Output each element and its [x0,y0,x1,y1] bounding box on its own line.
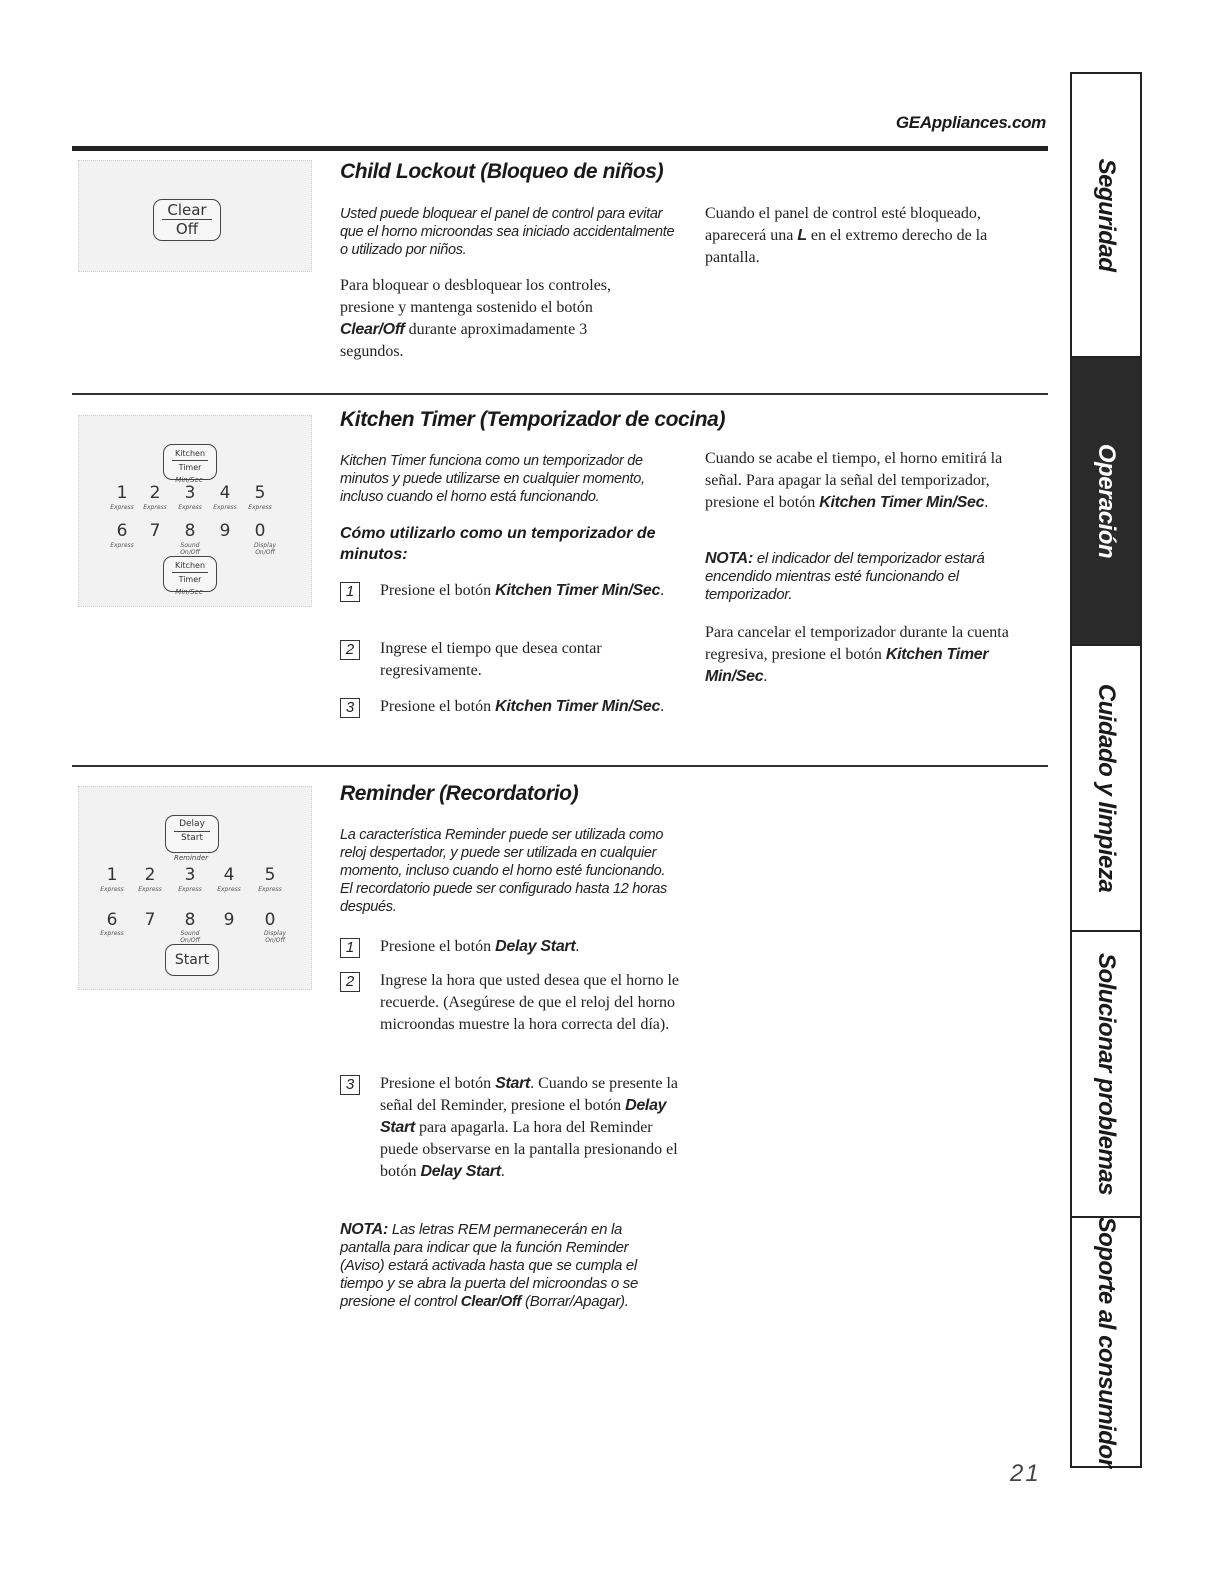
kitchen-timer-key-label: Min/Sec [175,476,203,484]
r-step-1-key: Delay Start [495,938,576,955]
digit-0: 0 [254,521,266,541]
tab-solucionar-problemas[interactable] [1072,932,1140,1218]
r-note-text: Las letras REM permanecerán en la pantalla para indicar que la función Reminder (Aviso) estará activada hasta que se cumpla el tiempo y se abra la puerta del microondas o se presione el control [340,1221,639,1310]
kitchen-timer-key-2 [163,556,217,592]
kt-note-label: NOTA: [705,550,753,567]
page-number: 21 [1010,1460,1041,1487]
header-rule [72,146,1048,151]
digit-9: 9 [219,521,231,541]
step-number-2: 2 [340,972,360,992]
digit-0-sub: Display On/Off [263,930,287,944]
kt-right2-pre: Para cancelar el temporizador durante la cuenta regresiva, presione el botón [705,624,1009,663]
digit-1-sub: Express [110,504,134,511]
digit-2-sub: Express [143,504,167,511]
reminder-title: Reminder (Recordatorio) [340,782,579,805]
child-lockout-body-pre: Para bloquear o desbloquear los controles, presione y mantenga sostenido el botón [340,277,612,316]
lock-indicator-letter: L [797,227,807,244]
digit-2-sub: Express [138,886,162,893]
kitchen-timer-key [163,444,217,480]
r3-k1: Start [495,1075,531,1092]
delay-start-key-top: Delay [179,819,205,829]
step-number-1: 1 [340,938,360,958]
start-key: Start [165,944,219,976]
delay-start-key-bottom: Start [174,831,210,845]
digit-2: 2 [149,483,161,503]
digit-6: 6 [116,521,128,541]
tab-solucionar-label: Solucionar problemas [1093,952,1120,1196]
r-note-key: Clear/Off [460,1293,522,1310]
digit-1: 1 [106,865,118,885]
section-divider [72,765,1048,767]
digit-7: 7 [149,521,161,541]
kitchen-timer-step-2 [340,638,670,682]
r3-t3: para apagarla. La hora del Reminder puede observarse en la pantalla presionando el botón [380,1119,678,1180]
step-1-post: . [660,582,665,599]
step-number-2: 2 [340,640,360,660]
digit-8-sub: Sound On/Off [180,542,200,556]
child-lockout-right-post: en el extremo derecho de la pantalla. [705,227,988,266]
r3-t2: . Cuando se presente la señal del Reminder, presione el botón [380,1075,679,1114]
step-number-1: 1 [340,582,360,602]
r3-t4: . [500,1163,505,1180]
kitchen-timer-note [705,550,1015,604]
digit-6-sub: Express [110,542,134,549]
step-3-text [380,1073,680,1183]
child-lockout-right [705,203,1005,269]
r3-t1: Presione el botón [380,1075,496,1092]
digit-5-sub: Express [258,886,282,893]
r-note-post: (Borrar/Apagar). [521,1293,629,1310]
step-number-3: 3 [340,1075,360,1095]
reminder-step-1 [340,936,680,958]
reminder-step-2 [340,970,680,1036]
digit-3-sub: Express [178,504,202,511]
digit-1-sub: Express [100,886,124,893]
step-3-pre: Presione el botón [380,698,496,715]
kt-right1-post: . [984,494,989,511]
digit-5: 5 [264,865,276,885]
child-lockout-body [340,275,640,363]
section-divider [72,393,1048,395]
tab-operacion[interactable] [1072,358,1140,646]
tab-soporte-al-consumidor[interactable] [1072,1218,1140,1466]
digit-9: 9 [223,910,235,930]
r-step-1-pre: Presione el botón [380,938,496,955]
digit-5-sub: Express [248,504,272,511]
step-1-text [380,580,670,602]
r-note-label: NOTA: [340,1221,388,1238]
digit-3: 3 [184,483,196,503]
kitchen-timer-key-bottom: Timer [172,460,208,474]
kitchen-timer-key-2-label: Min/Sec [175,588,203,596]
tab-cuidado-y-limpieza[interactable] [1072,646,1140,932]
digit-7: 7 [144,910,156,930]
digit-0-sub: Display On/Off [253,542,277,556]
tab-cuidado-label: Cuidado y limpieza [1093,683,1120,893]
digit-8: 8 [184,521,196,541]
r3-k2: Delay Start [380,1097,667,1136]
clear-off-key-bottom: Off [175,220,199,238]
clear-off-key-top: Clear [162,201,212,220]
digit-4-sub: Express [217,886,241,893]
child-lockout-keypad-illustration [78,160,312,272]
delay-start-key [165,815,219,853]
kitchen-timer-title: Kitchen Timer (Temporizador de cocina) [340,408,726,431]
kt-right2-key: Kitchen Timer Min/Sec [705,646,989,685]
tab-soporte-label: Soporte al consumidor [1093,1216,1120,1468]
digit-6: 6 [106,910,118,930]
step-1-text [380,936,680,958]
r3-k3: Delay Start [420,1163,501,1180]
tab-operacion-label: Operación [1093,443,1120,559]
section-tabs [1070,72,1142,1468]
digit-4: 4 [219,483,231,503]
kitchen-timer-step-3 [340,696,670,718]
digit-4-sub: Express [213,504,237,511]
step-number-3: 3 [340,698,360,718]
clear-off-ref: Clear/Off [340,321,405,338]
kitchen-timer-key-2-bottom: Timer [172,572,208,586]
step-3-post: . [660,698,665,715]
digit-0: 0 [264,910,276,930]
site-url: GEAppliances.com [895,113,1046,132]
tab-seguridad[interactable] [1072,74,1140,358]
kitchen-timer-key-2-top: Kitchen [174,561,206,570]
kt-note-text: el indicador del temporizador estará encendido mientras esté funcionando el temporizador. [705,550,985,603]
digit-6-sub: Express [100,930,124,937]
kitchen-timer-right-1 [705,448,1015,514]
digit-8-sub: Sound On/Off [180,930,200,944]
step-2-text: Ingrese el tiempo que desea contar regresivamente. [380,640,602,679]
kitchen-timer-lead: Kitchen Timer funciona como un temporizador de minutos y puede utilizarse en cualquier momento, incluso cuando el horno está funcionando. [340,453,645,505]
kitchen-timer-subhead: Cómo utilizarlo como un temporizador de minutos: [340,525,656,563]
digit-1: 1 [116,483,128,503]
kitchen-timer-key-top: Kitchen [174,449,206,458]
kitchen-timer-keypad-illustration [78,415,312,607]
kt-right2-post: . [763,668,768,685]
digit-4: 4 [223,865,235,885]
kitchen-timer-step-1 [340,580,670,602]
kt-right1-pre: Cuando se acabe el tiempo, el horno emitirá la señal. Para apagar la señal del temporizador, presione el botón [705,450,1003,511]
digit-2: 2 [144,865,156,885]
step-1-key: Kitchen Timer Min/Sec [495,582,661,599]
digit-3: 3 [184,865,196,885]
digit-8: 8 [184,910,196,930]
reminder-keypad-illustration [78,786,312,990]
reminder-lead: La característica Reminder puede ser utilizada como reloj despertador, y puede ser utilizada en cualquier momento, incluso cuando el horno esté funcionando. El recordatorio puede ser configurado hasta 12 horas después. [340,827,667,915]
clear-off-key [153,199,221,241]
step-3-key: Kitchen Timer Min/Sec [495,698,661,715]
child-lockout-title: Child Lockout (Bloqueo de niños) [340,160,664,183]
tab-seguridad-label: Seguridad [1093,158,1120,272]
reminder-note [340,1221,670,1311]
child-lockout-lead: Usted puede bloquear el panel de control para evitar que el horno microondas sea iniciado accidentalmente o utilizado por niños. [340,206,675,258]
step-1-pre: Presione el botón [380,582,496,599]
child-lockout-body-post: durante aproximadamente 3 segundos. [340,321,588,360]
child-lockout-right-pre: Cuando el panel de control esté bloqueado, aparecerá una [705,205,981,244]
kt-right1-key: Kitchen Timer Min/Sec [819,494,985,511]
r-step-1-post: . [575,938,580,955]
reminder-step-3 [340,1073,680,1183]
step-2-text: Ingrese la hora que usted desea que el horno le recuerde. (Asegúrese de que el reloj del horno microondas muestre la hora correcta del día). [380,972,679,1033]
delay-start-key-label: Reminder [174,854,208,862]
digit-5: 5 [254,483,266,503]
kitchen-timer-right-2 [705,622,1025,688]
step-3-text [380,696,670,718]
digit-3-sub: Express [178,886,202,893]
